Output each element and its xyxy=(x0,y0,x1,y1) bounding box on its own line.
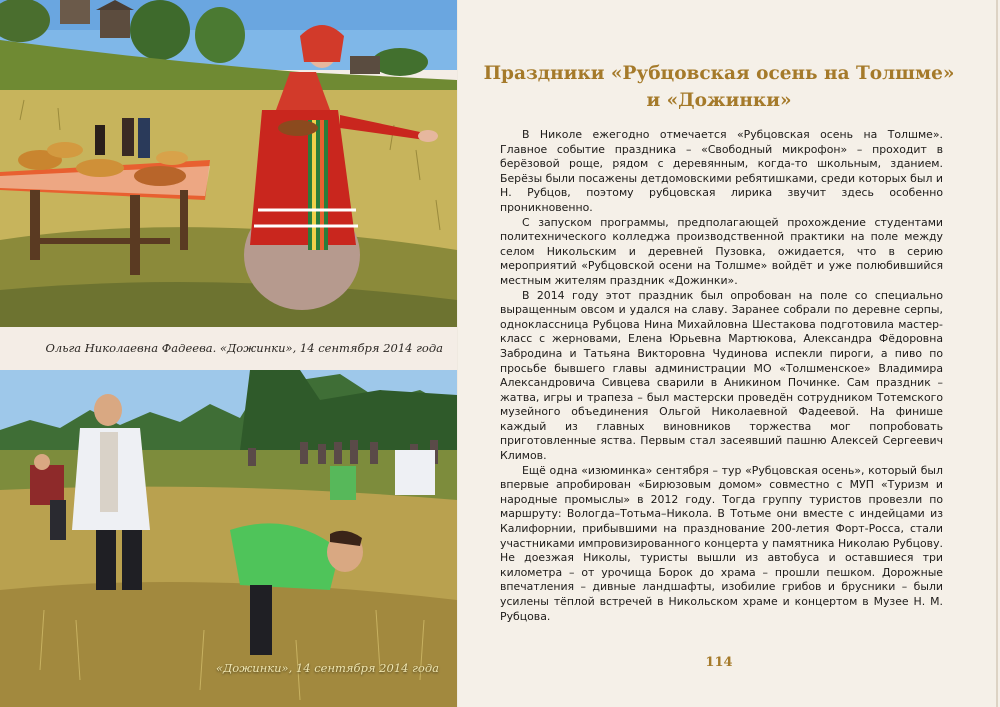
paragraph: С запуском программы, предполагающей прохождение студентами политехнического колледжа производственной практики на поле между селом Никольским и деревней Пузовка, ожидается, что в серию мероприятий «Рубцовской осени на Толшме» войдёт и уже полюбившийся местным жителям праздник «Дожинки». xyxy=(500,215,943,287)
photo-harvest-woman xyxy=(0,0,457,327)
photo-caption-top: Ольга Николаевна Фадеева. «Дожинки», 14 сентября 2014 года xyxy=(45,341,443,355)
title-line-1: Праздники «Рубцовская осень на Толшме» xyxy=(483,63,955,84)
article-title xyxy=(480,60,958,114)
photo-caption-bottom: «Дожинки», 14 сентября 2014 года xyxy=(215,661,439,675)
article-body xyxy=(500,128,943,624)
right-page xyxy=(458,0,1000,707)
photo-harvest-field xyxy=(0,370,457,707)
paragraph: В Николе ежегодно отмечается «Рубцовская осень на Толшме». Главное событие праздника – «Свободный микрофон» – проходит в берёзовой роще, рядом с деревянным, когда-то школьным, зданием. Берёзы были посажены детдомовскими ребятишками, среди которых был и Н. Рубцов, поэтому рубцовская лирика звучит здесь особенно проникновенно. xyxy=(500,128,943,214)
page-edge xyxy=(996,0,998,707)
left-page xyxy=(0,0,457,707)
page-number: 114 xyxy=(705,655,733,670)
caption-bar xyxy=(0,327,457,370)
title-line-2: и «Дожинки» xyxy=(646,90,792,111)
paragraph: В 2014 году этот праздник был опробован на поле со специально выращенным овсом и удался на славу. Заранее собрали по деревне серпы, одноклассница Рубцова Нина Михайловна Шестакова подготовила мастер-класс с жерновами, Елена Юрьевна Мартюкова, Александра Фёдоровна Забродина и Татьяна Викторовна Чудинова испекли пироги, а пиво по просьбе бывшего главы администрации МО «Толшменское» Владимира Александровича Сивцева сварили в Аникином Починке. Сам праздник – жатва, игры и трапеза – был мастерски проведён сотрудником Тотемского музейного объединения Ольгой Николаевной Фадеевой. На финише каждый из главных виновников торжества мог попробовать приготовленные яства. Первым стал засеявший пашню Алексей Сергеевич Климов. xyxy=(500,288,943,463)
paragraph: Ещё одна «изюминка» сентября – тур «Рубцовская осень», который был впервые апробирован «Бирюзовым домом» совместно с МУП «Туризм и народные промыслы» в 2012 году. Тогда группу туристов провезли по маршруту: Вологда–Тотьма–Никола. В Тотьме они вместе с индейцами из Калифорнии, прибывшими на празднование 200-летия Форт-Росса, стали участниками импровизированного концерта у памятника Николаю Рубцову. Не доезжая Николы, туристы вышли из автобуса и оставшиеся три километра – от урочища Борок до храма – прошли пешком. Дорожные впечатления – дивные ландшафты, изобилие грибов и брусники – были усилены тёплой встречей в Никольском храме и концертом в Музее Н. М. Рубцова. xyxy=(500,463,943,623)
